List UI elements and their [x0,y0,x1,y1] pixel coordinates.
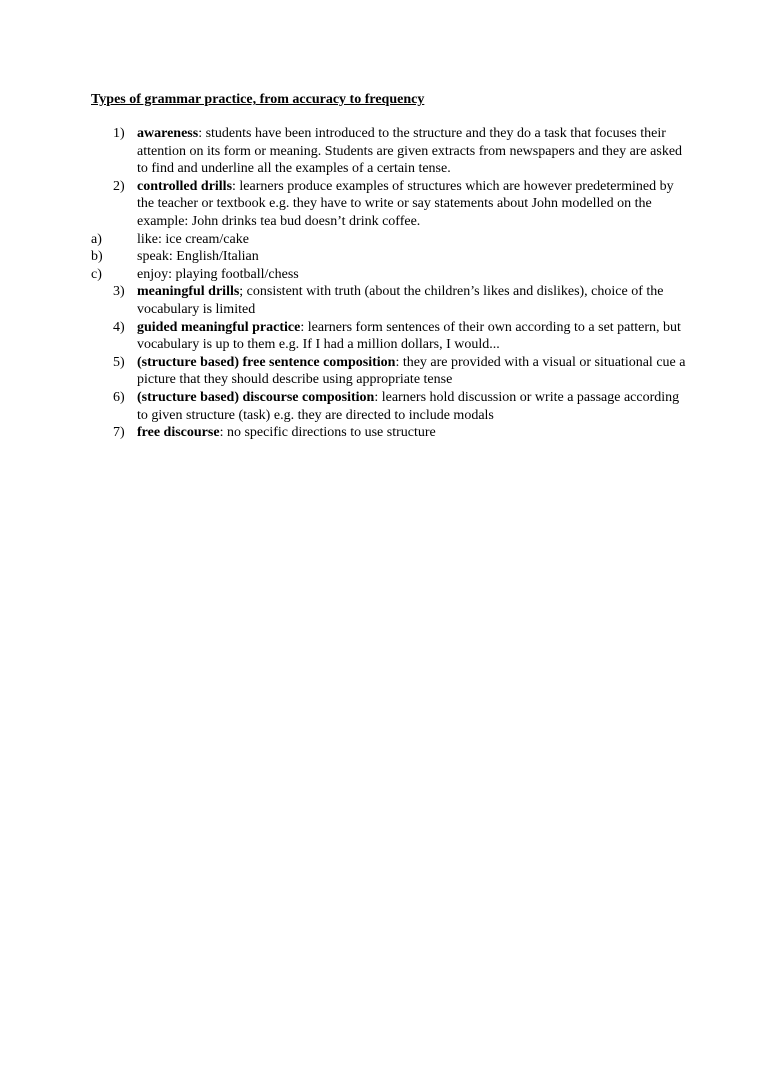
item-term: guided meaningful practice [137,319,301,335]
list-marker: 5) [113,354,125,370]
list-marker: 2) [113,178,125,194]
list-item [91,266,691,284]
item-text: : learners hold discussion or write a passage according to given structure (task) e.g. they are directed to include modals [137,389,680,423]
item-text: : learners produce examples of structures which are however predetermined by the teacher or textbook e.g. they have to write or say statements about John modelled on the example: John drinks tea bud doesn’t drink coffee. [137,178,674,229]
list-item [91,178,691,231]
list-marker: b) [91,249,103,265]
list-marker: 7) [113,425,125,441]
list-item-body [137,283,691,318]
item-text: : no specific directions to use structure [219,425,436,441]
list-item [91,319,691,354]
list-item [91,283,691,318]
item-term: (structure based) discourse composition [137,389,375,405]
item-term: meaningful drills [137,284,240,300]
list-marker: 6) [113,389,125,405]
list-item [91,354,691,389]
item-text: like: ice cream/cake [137,231,249,247]
list-item-body [137,125,691,178]
item-text: speak: English/Italian [137,249,259,265]
list-item-body [137,354,691,389]
list-item-body [137,266,691,284]
list-marker: a) [91,231,102,247]
item-term: (structure based) free sentence composition [137,354,396,370]
item-term: controlled drills [137,178,233,194]
list-marker: 3) [113,284,125,300]
list-item-body [137,178,691,231]
list-item [91,389,691,424]
list-item-body [137,248,691,266]
item-text: ; consistent with truth (about the children’s likes and dislikes), choice of the vocabulary is limited [137,284,664,317]
list-item-body [137,424,691,442]
list-item-body [137,319,691,354]
list-item [91,125,691,178]
list-item [91,248,691,266]
item-term: awareness [137,126,199,141]
item-text: : students have been introduced to the structure and they do a task that focuses their attention on its form or meaning. Students are given extracts from newspapers and they are asked to find and underline all the examples of a certain tense. [137,126,683,177]
list-item-body [137,231,691,249]
list-item-body [137,389,691,424]
list-item [91,231,691,249]
item-text: : they are provided with a visual or situational cue a picture that they should describe using appropriate tense [137,354,686,388]
list-marker: 4) [113,319,125,335]
list-item [91,424,691,442]
item-text: enjoy: playing football/chess [137,266,299,282]
list-marker: 1) [113,126,125,141]
practice-types-list [91,125,691,442]
document-title: Types of grammar practice, from accuracy to frequency [91,92,425,107]
item-term: free discourse [137,425,220,441]
item-text: : learners form sentences of their own according to a set pattern, but vocabulary is up to them e.g. If I had a million dollars, I would... [137,319,681,353]
list-marker: c) [91,266,102,282]
